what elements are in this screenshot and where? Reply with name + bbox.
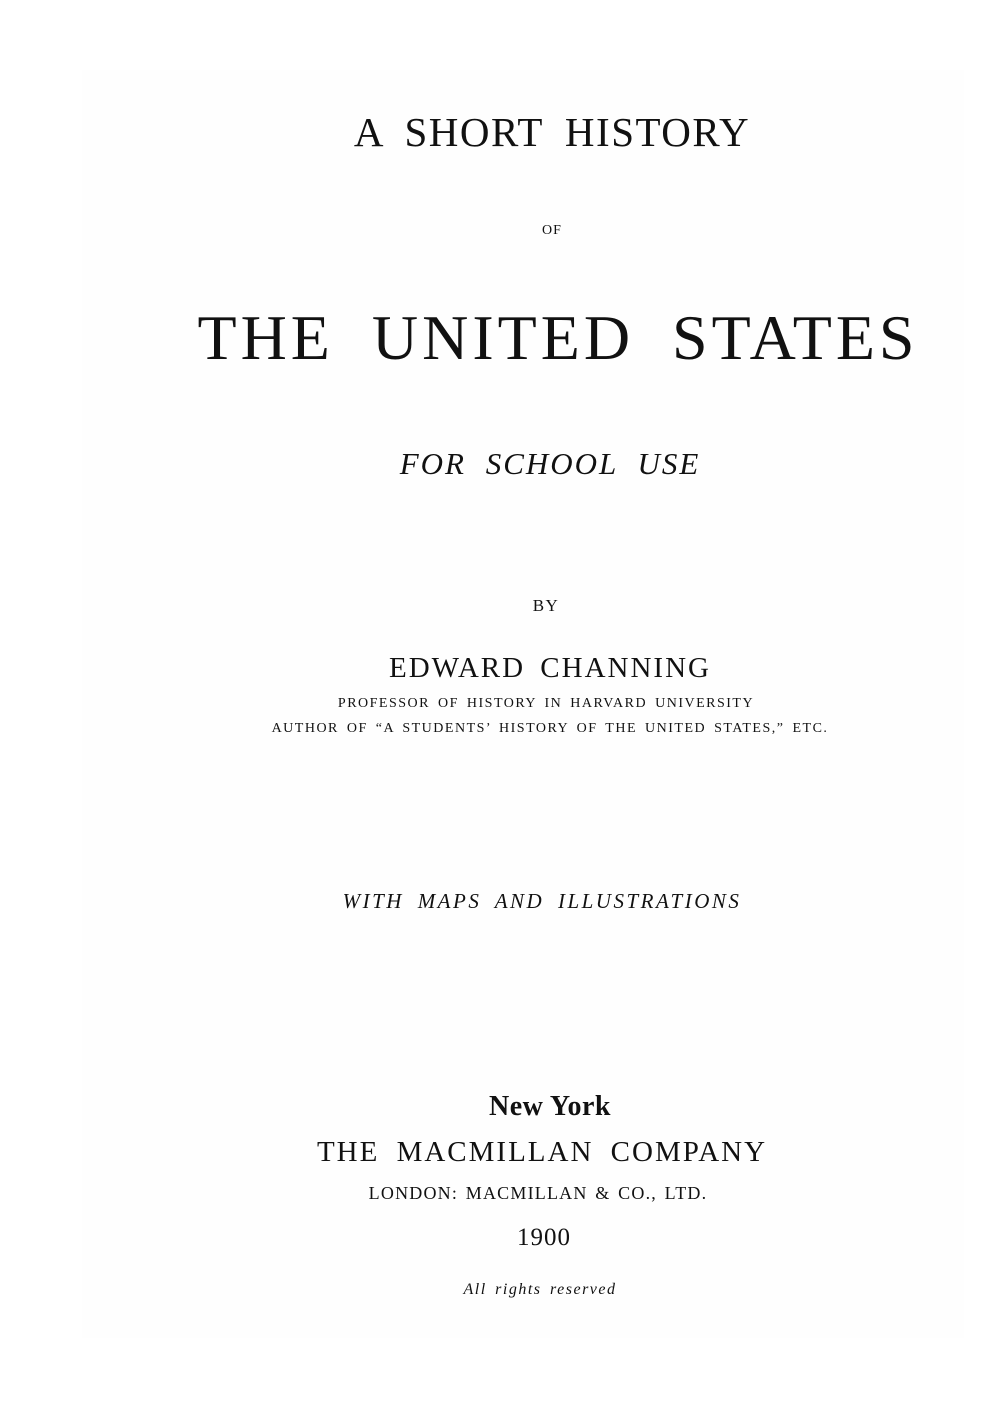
byline: BY — [532, 596, 560, 615]
author-position: PROFESSOR OF HISTORY IN HARVARD UNIVERSITY — [337, 696, 755, 711]
author-other-work: AUTHOR OF “A STUDENTS’ HISTORY OF THE UNITED STATES,” ETC. — [271, 721, 829, 736]
publisher-city: New York — [489, 1091, 611, 1122]
author-name: EDWARD CHANNING — [389, 652, 711, 684]
publisher-name: THE MACMILLAN COMPANY — [316, 1136, 768, 1168]
publisher-london: LONDON: MACMILLAN & CO., LTD. — [368, 1183, 708, 1203]
publication-year: 1900 — [517, 1224, 571, 1251]
book-title-top: A SHORT HISTORY — [353, 109, 751, 155]
book-subtitle: FOR SCHOOL USE — [399, 446, 701, 481]
illustrations-note: WITH MAPS AND ILLUSTRATIONS — [342, 889, 742, 913]
title-connector: OF — [542, 223, 562, 238]
rights-notice: All rights reserved — [463, 1281, 617, 1298]
book-title-main: THE UNITED STATES — [197, 302, 919, 373]
